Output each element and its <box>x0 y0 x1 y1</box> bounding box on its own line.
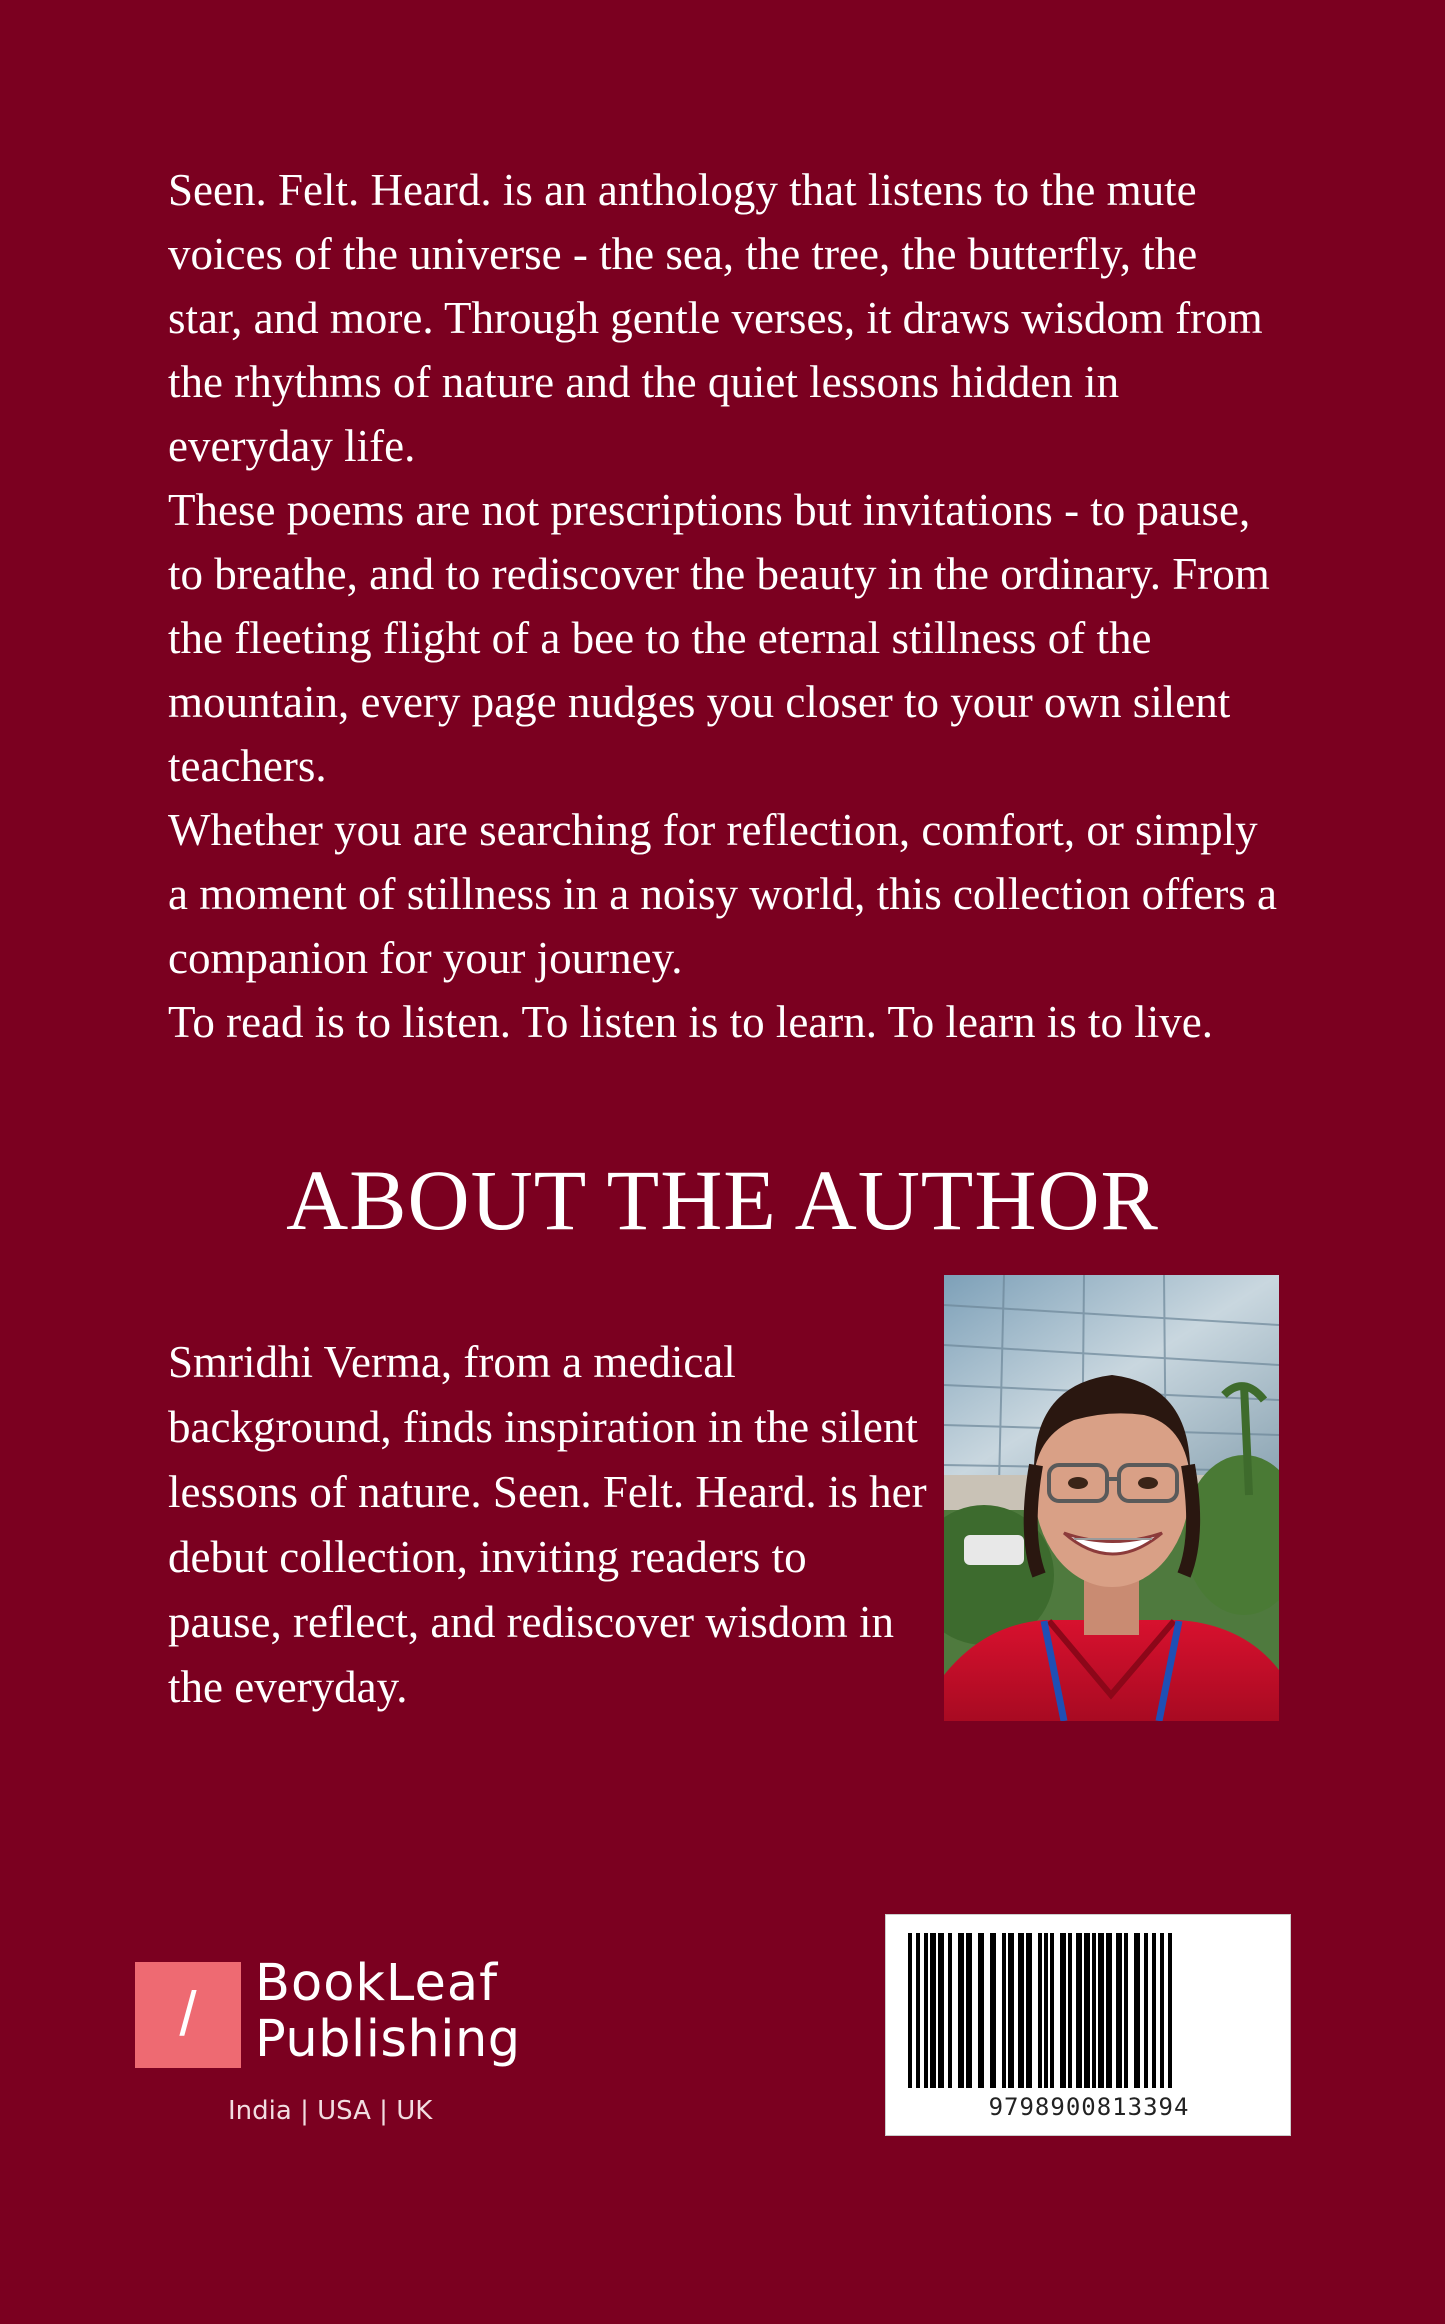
barcode-bar <box>1168 1933 1172 2088</box>
barcode-bar <box>1044 1933 1048 2088</box>
barcode-bar <box>924 1933 928 2088</box>
publisher-logo <box>135 1954 555 2132</box>
barcode-bar <box>908 1933 912 2088</box>
author-bio: Smridhi Verma, from a medical background, finds inspiration in the silent lessons of nature. Seen. Felt. Heard. is her debut collection, inviting readers to pause, reflect, and rediscover wisdom in the everyday. <box>168 1337 927 1712</box>
publisher-name-line1: BookLeaf <box>255 1954 499 2013</box>
back-cover-blurb <box>168 158 1278 1054</box>
logo-mark-glyph: / <box>179 1980 197 2049</box>
barcode-bar <box>930 1933 936 2088</box>
blurb-paragraph: These poems are not prescriptions but invitations - to pause, to breathe, and to rediscover the beauty in the ordinary. From the fleeting flight of a bee to the eternal stillness of the mountain, every page nudges you closer to your own silent teachers. <box>168 485 1270 791</box>
barcode-bar <box>958 1933 964 2088</box>
blurb-paragraph: Seen. Felt. Heard. is an anthology that listens to the mute voices of the universe - the sea, the tree, the butterfly, the star, and more. Through gentle verses, it draws wisdom from the rhythms of nature and the quiet lessons hidden in everyday life. <box>168 165 1263 471</box>
publisher-name-line2: Publishing <box>255 2010 521 2069</box>
barcode-bar <box>1124 1933 1128 2088</box>
barcode-bar <box>1134 1933 1140 2088</box>
author-photo <box>944 1275 1279 1721</box>
barcode-bar <box>1068 1933 1072 2088</box>
blurb-paragraph: Whether you are searching for reflection, comfort, or simply a moment of stillness in a noisy world, this collection offers a companion for your journey. <box>168 805 1277 983</box>
publisher-regions: India | USA | UK <box>228 2096 433 2126</box>
barcode-bar <box>1092 1933 1096 2088</box>
barcode-bar <box>916 1933 920 2088</box>
barcode-bar <box>1026 1933 1032 2088</box>
barcode-bar <box>978 1933 984 2088</box>
barcode-bar <box>1038 1933 1042 2088</box>
barcode-bars <box>904 1933 1274 2093</box>
barcode-bar <box>1050 1933 1054 2088</box>
barcode-bar <box>948 1933 952 2088</box>
barcode-bar <box>1018 1933 1024 2088</box>
barcode-bar <box>1160 1933 1164 2088</box>
blurb-paragraph: To read is to listen. To listen is to learn. To learn is to live. <box>168 997 1213 1047</box>
about-author-heading: ABOUT THE AUTHOR <box>286 1152 1159 1248</box>
isbn-number: 9798900813394 <box>988 2093 1190 2121</box>
barcode-bar <box>1076 1933 1082 2088</box>
barcode-bar <box>1084 1933 1090 2088</box>
barcode-bar <box>1116 1933 1122 2088</box>
barcode-bar <box>1008 1933 1014 2088</box>
barcode-bar <box>1060 1933 1066 2088</box>
barcode-bar <box>990 1933 996 2088</box>
barcode-bar <box>1098 1933 1104 2088</box>
barcode-bar <box>1152 1933 1156 2088</box>
barcode-bar <box>938 1933 944 2088</box>
barcode-bar <box>1106 1933 1112 2088</box>
isbn-barcode <box>885 1914 1291 2136</box>
author-portrait-image <box>944 1275 1279 1721</box>
barcode-bar <box>966 1933 972 2088</box>
barcode-bar <box>1144 1933 1148 2088</box>
barcode-bar <box>1002 1933 1006 2088</box>
